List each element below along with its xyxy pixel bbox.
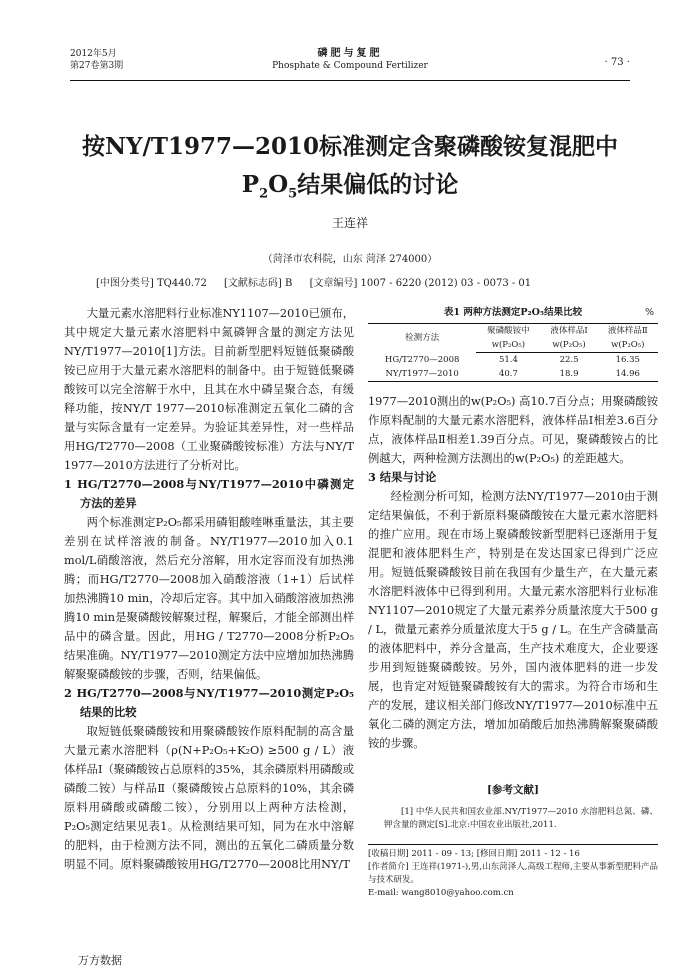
table-subheader-col1: w(P₂O₅): [476, 338, 540, 353]
table-cell: 51.4: [498, 355, 518, 365]
table-1: [368, 306, 658, 382]
issue-date: 2012年5月: [70, 49, 117, 59]
table-cell: 40.7: [476, 367, 540, 382]
document-code: [文献标志码] B: [224, 278, 293, 289]
article-title: [0, 128, 700, 214]
table-cell: 22.5: [559, 355, 579, 365]
right-column: [368, 304, 658, 900]
page-number: · 73 ·: [604, 57, 630, 68]
received-dates: [收稿日期] 2011 - 09 - 13; [修回日期] 2011 - 12 - 16: [368, 849, 580, 859]
left-column: [64, 304, 354, 874]
table-header-col2: 液体样品Ⅰ: [541, 324, 598, 339]
classification-meta: [96, 274, 531, 289]
clc-number: [中图分类号] TQ440.72: [96, 278, 207, 289]
issue-volume: 第27卷第3期: [70, 61, 124, 71]
table-subheader-col2: w(P₂O₅): [541, 338, 598, 353]
article-info: [368, 844, 658, 900]
table-cell-method: NY/T1977—2010: [368, 367, 476, 382]
section-2-heading: 2 HG/T2770—2008与NY/T1977—2010测定P₂O₅结果的比较: [64, 686, 354, 719]
table-cell: 14.96: [598, 367, 658, 382]
table-caption: 表1 两种方法测定P₂O₅结果比较 %: [443, 307, 654, 318]
section-2-continuation: 1977—2010测出的w(P₂O₅) 高10.7百分点；用聚磷酸铵作原料配制的大量元素水溶肥料，液体样品Ⅰ相差3.6百分点，液体样品Ⅱ相差1.39百分点。可见，聚磷酸铵占的比例越大，两种检测方法测出的w(P₂O₅) 的差距越大。: [368, 395, 658, 465]
table-header-col3: 液体样品Ⅱ: [598, 324, 658, 339]
table-header-method: 检测方法: [368, 324, 476, 353]
author-bio: [作者简介] 王连祥(1971-),男,山东菏泽人,高级工程师,主要从事新型肥料产品与技术研发。: [368, 862, 658, 885]
table-unit: %: [644, 307, 654, 318]
section-3-paragraph: 经检测分析可知，检测方法NY/T1977—2010由于测定结果偏低，不利于新原料聚磷酸铵在大量元素水溶肥料的推广应用。现在市场上聚磷酸铵新型肥料已逐渐用于复混肥和液体肥料生产，特别是在发达国家已得到广泛应用。短链低聚磷酸铵目前在我国有少量生产，在大量元素水溶肥料液体中已得到利用。大量元素水溶肥料行业标准NY1107—2010规定了大量元素养分质量浓度大于500 g / L，微量元素养分质量浓度大于5 g / L。在生产含磷量高的液体肥料中，养分含量高，生产技术难度大，企业要逐步用到短链聚磷酸铵。另外，国内液体肥料的进一步发展，也肯定对短链聚磷酸铵有大的需求。为符合市场和生产的发展，建议相关部门修改NY/T1977—2010标准中五氧化二磷的测定方法，增加加硝酸后加热沸腾解聚聚磷酸铵的步骤。: [368, 490, 658, 750]
table-row: [368, 367, 658, 382]
references-title: [参考文献]: [487, 784, 539, 796]
table-header-col1: 聚磷酸铵中: [476, 324, 540, 339]
reference-item: [1] 中华人民共和国农业部.NY/T1977—2010 水溶肥料总氮、磷、钾含量的测定[S].北京:中国农业出版社,2011.: [384, 807, 658, 830]
section-1-paragraph: 两个标准测定P₂O₅都采用磷钼酸喹啉重量法，其主要差别在试样溶液的制备。NY/T1977—2010加入0.1 mol/L硝酸溶液，然后充分溶解，用水定容而没有加热沸腾；而HG/T2770—2008加入硝酸溶液（1+1）后试样加热沸腾10 min，冷却后定容。其中加入硝酸溶液加热沸腾10 min是聚磷酸铵解聚过程，解聚后，才能全部测出样品中的磷含量。因此，用HG / T2770—2008分析P₂O₅结果准确。NY/T1977—2010测定方法中应增加加热沸腾解聚聚磷酸铵的步骤，否则，结果偏低。: [64, 516, 354, 681]
section-1-heading: 1 HG/T2770—2008与NY/T1977—2010中磷测定方法的差异: [64, 477, 354, 510]
comparison-table: [368, 323, 658, 382]
affiliation: （菏泽市农科院，山东 菏泽 274000）: [262, 254, 438, 265]
journal-name-cn: 磷肥与复肥: [317, 48, 383, 59]
author-email: E-mail: wang8010@yahoo.com.cn: [368, 888, 514, 898]
table-subheader-col3: w(P₂O₅): [598, 338, 658, 353]
title-line-2: $P_2O_5$结果偏低的讨论: [241, 171, 459, 202]
journal-name-en: Phosphate & Compound Fertilizer: [272, 61, 428, 71]
intro-paragraph: 大量元素水溶肥料行业标准NY1107—2010已颁布，其中规定大量元素水溶肥料中氮磷钾含量的测定方法见NY/T1977—2010[1]方法。目前新型肥料短链低聚磷酸铵已应用于大量元素水溶肥料的制备中。由于短链低聚磷酸铵可以完全溶解于水中，且其在水中磷呈聚合态，有缓释功能，按NY/T 1977—2010标准测定五氧化二磷的含量与实际含量有一定差异。为验证其差异性，对一些样品用HG/T2770—2008（工业聚磷酸铵标准）方法与NY/T 1977—2010方法进行了分析对比。: [64, 307, 354, 472]
page-header: [70, 48, 630, 81]
section-3-heading: 3 结果与讨论: [368, 470, 437, 484]
author-name: 王连祥: [331, 216, 368, 230]
article-number: [文章编号] 1007 - 6220 (2012) 03 - 0073 - 01: [309, 278, 532, 289]
table-cell-method: HG/T2770—2008: [384, 354, 460, 365]
table-cell: 18.9: [541, 367, 598, 382]
table-row: [368, 353, 658, 368]
title-line-1: 按NY/T1977—2010标准测定含聚磷酸铵复混肥中: [82, 133, 618, 160]
watermark: 万方数据: [78, 954, 122, 967]
section-2-paragraph: 取短链低聚磷酸铵和用聚磷酸铵作原料配制的高含量大量元素水溶肥料（ρ(N+P₂O₅+K₂O) ≥500 g / L）液体样品Ⅰ（聚磷酸铵占总原料的35%，其余磷原料用磷酸或磷酸二铵）与样品Ⅱ（聚磷酸铵占总原料的10%，其余磷原料用磷酸或磷酸二铵），分别用以上两种方法检测，P₂O₅测定结果见表1。从检测结果可知，同为在水中溶解的肥料，由于检测方法不同，测出的五氧化二磷质量分数明显不同。原料聚磷酸铵用HG/T2770—2008比用NY/T: [64, 725, 354, 871]
table-cell: 16.35: [615, 355, 640, 365]
journal-name: [70, 48, 630, 72]
